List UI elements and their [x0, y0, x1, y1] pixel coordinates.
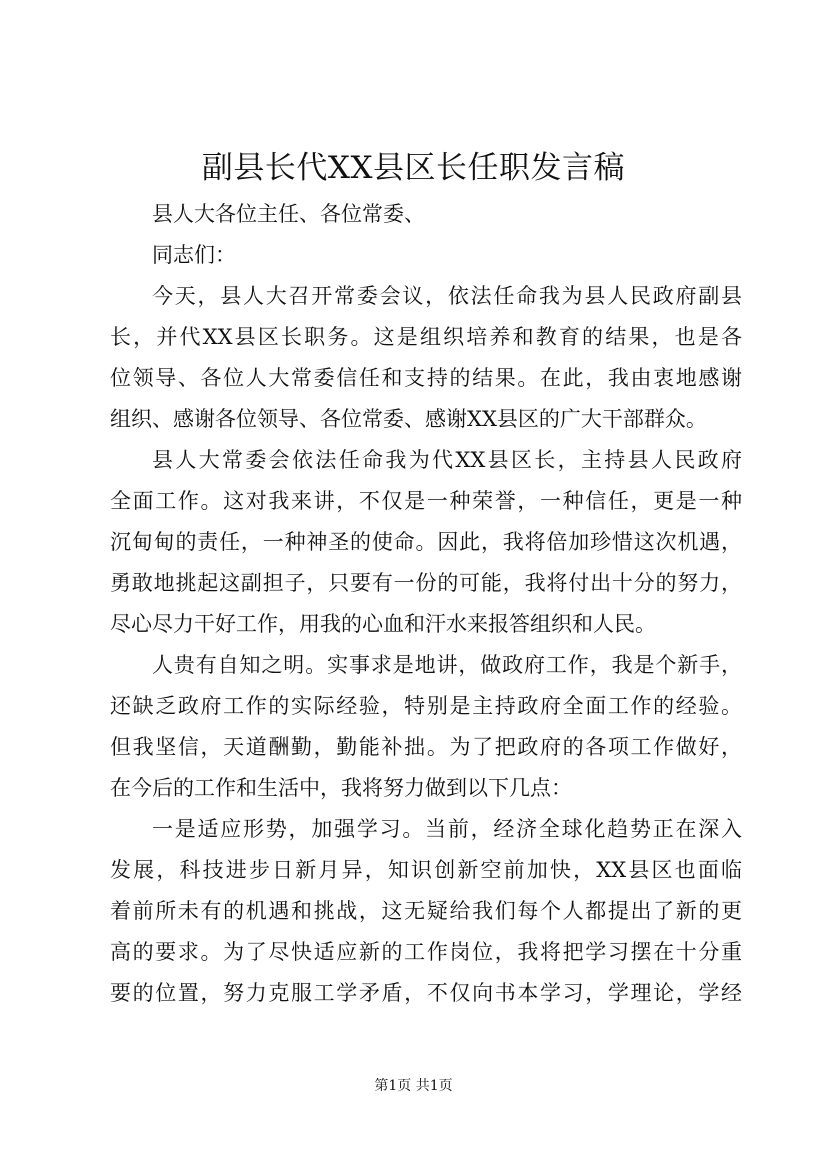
- paragraph-2: [110, 440, 742, 645]
- paragraph-line: 县人大常委会依法任命我为代XX县区长，主持县人民政府: [152, 448, 742, 472]
- paragraph-line: 要的位置，努力克服工学矛盾，不仅向书本学习，学理论，学经: [110, 981, 742, 1005]
- paragraph-line: 全面工作。这对我来讲，不仅是一种荣誉，一种信任，更是一种: [110, 489, 742, 513]
- paragraph-4: [110, 809, 742, 1014]
- paragraph-line: 位领导、各位人大常委信任和支持的结果。在此，我由衷地感谢: [110, 366, 742, 390]
- paragraph-line: 沉甸甸的责任，一种神圣的使命。因此，我将倍加珍惜这次机遇，: [110, 530, 742, 554]
- paragraph-3: [110, 645, 742, 809]
- document-body: [110, 194, 742, 1014]
- paragraph-line: 人贵有自知之明。实事求是地讲，做政府工作，我是个新手，: [152, 653, 742, 677]
- paragraph-line: 勇敢地挑起这副担子，只要有一份的可能，我将付出十分的努力，: [110, 571, 742, 595]
- paragraph-line: 组织、感谢各位领导、各位常委、感谢XX县区的广大干部群众。: [110, 407, 707, 431]
- paragraph-line: 高的要求。为了尽快适应新的工作岗位，我将把学习摆在十分重: [110, 940, 742, 964]
- paragraph-line: 今天，县人大召开常委会议，依法任命我为县人民政府副县: [152, 284, 742, 308]
- salutation-line: 县人大各位主任、各位常委、: [152, 202, 425, 226]
- paragraph-line: 发展，科技进步日新月异，知识创新空前加快，XX县区也面临: [110, 858, 742, 882]
- paragraph-line: 着前所未有的机遇和挑战，这无疑给我们每个人都提出了新的更: [110, 899, 742, 923]
- paragraph-line: 长，并代XX县区长职务。这是组织培养和教育的结果，也是各: [110, 325, 742, 349]
- salutation-block: [110, 194, 742, 276]
- paragraph-line: 尽心尽力干好工作，用我的心血和汗水来报答组织和人民。: [110, 612, 656, 636]
- paragraph-line: 在今后的工作和生活中，我将努力做到以下几点：: [110, 776, 572, 800]
- salutation-line: 同志们：: [152, 243, 236, 267]
- paragraph-line: 一是适应形势，加强学习。当前，经济全球化趋势正在深入: [152, 817, 742, 841]
- page-footer: 第1页 共1页: [374, 1078, 453, 1094]
- document-title: 副县长代XX县区长任职发言稿: [201, 150, 626, 186]
- paragraph-1: [110, 276, 742, 440]
- paragraph-line: 还缺乏政府工作的实际经验，特别是主持政府全面工作的经验。: [110, 694, 742, 718]
- paragraph-line: 但我坚信，天道酬勤，勤能补拙。为了把政府的各项工作做好，: [110, 735, 742, 759]
